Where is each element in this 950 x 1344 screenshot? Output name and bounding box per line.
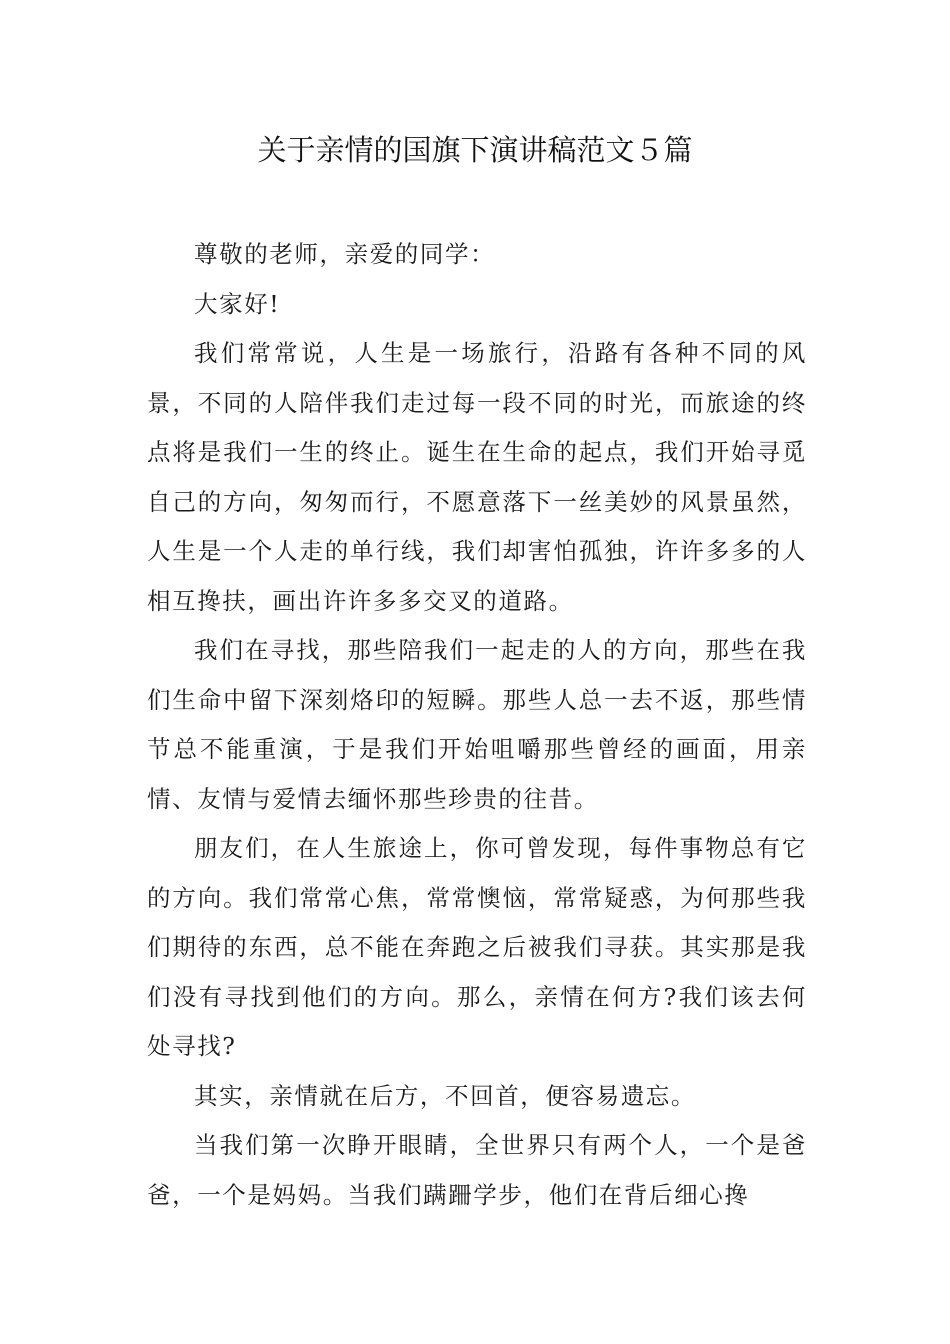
document-body (147, 230, 807, 1220)
paragraph-1: 我们常常说，人生是一场旅行，沿路有各种不同的风景，不同的人陪伴我们走过每一段不同的时光，而旅途的终点将是我们一生的终止。诞生在生命的起点，我们开始寻觅自己的方向，匆匆而行，不愿意落下一丝美妙的风景虽然，人生是一个人走的单行线，我们却害怕孤独，许许多多的人相互搀扶，画出许许多多交叉的道路。 (147, 339, 807, 615)
paragraph-2: 我们在寻找，那些陪我们一起走的人的方向，那些在我们生命中留下深刻烙印的短瞬。那些人总一去不返，那些情节总不能重演，于是我们开始咀嚼那些曾经的画面，用亲情、友情与爱情去缅怀那些珍贵的往昔。 (147, 636, 807, 813)
paragraph-5: 当我们第一次睁开眼睛，全世界只有两个人，一个是爸爸，一个是妈妈。当我们蹒跚学步，他们在背后细心搀 (147, 1131, 807, 1209)
document-title: 关于亲情的国旗下演讲稿范文５篇 (257, 133, 693, 167)
greeting: 大家好! (194, 289, 281, 318)
paragraph-3: 朋友们，在人生旅途上，你可曾发现，每件事物总有它的方向。我们常常心焦，常常懊恼，常常疑惑，为何那些我们期待的东西，总不能在奔跑之后被我们寻获。其实那是我们没有寻找到他们的方向。那么，亲情在何方?我们该去何处寻找? (147, 834, 807, 1060)
salutation: 尊敬的老师，亲爱的同学： (194, 240, 496, 268)
paragraph-4: 其实，亲情就在后方，不回首，便容易遗忘。 (194, 1081, 696, 1110)
